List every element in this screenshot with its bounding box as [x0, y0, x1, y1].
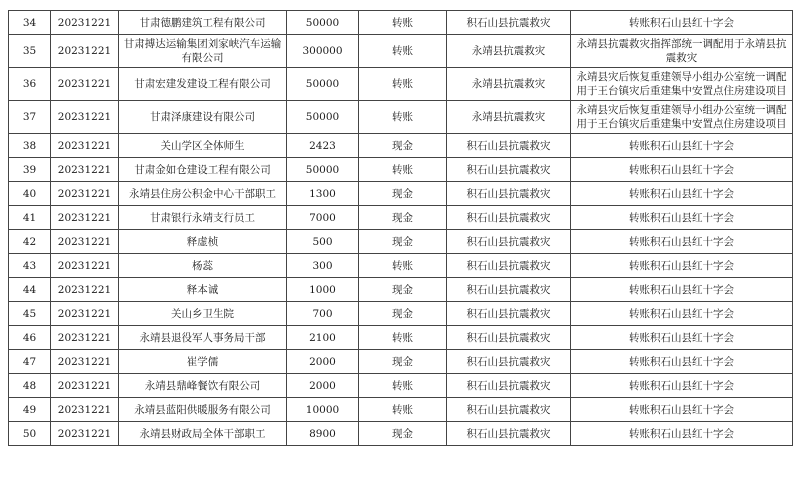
fund-usage: 转账积石山县红十字会 — [571, 134, 793, 158]
donation-amount: 2100 — [287, 326, 359, 350]
table-row — [9, 422, 793, 446]
row-number: 46 — [9, 326, 51, 350]
donation-amount: 2000 — [287, 350, 359, 374]
fund-usage: 永靖县抗震救灾指挥部统一调配用于永靖县抗震救灾 — [571, 35, 793, 68]
row-date: 20231221 — [51, 35, 119, 68]
payment-method: 现金 — [359, 422, 447, 446]
fund-usage: 永靖县灾后恢复重建领导小组办公室统一调配用于王台镇灾后重建集中安置点住房建设项目 — [571, 101, 793, 134]
donor-name: 关山学区全体师生 — [119, 134, 287, 158]
fund-usage: 转账积石山县红十字会 — [571, 302, 793, 326]
table-row — [9, 254, 793, 278]
donor-name: 释虚桢 — [119, 230, 287, 254]
payment-method: 转账 — [359, 68, 447, 101]
payment-method: 转账 — [359, 11, 447, 35]
table-row — [9, 302, 793, 326]
relief-project: 积石山县抗震救灾 — [447, 206, 571, 230]
row-number: 35 — [9, 35, 51, 68]
donation-amount: 10000 — [287, 398, 359, 422]
donation-amount: 50000 — [287, 11, 359, 35]
payment-method: 现金 — [359, 182, 447, 206]
fund-usage: 转账积石山县红十字会 — [571, 11, 793, 35]
table-row — [9, 182, 793, 206]
table-row — [9, 11, 793, 35]
row-number: 36 — [9, 68, 51, 101]
row-number: 40 — [9, 182, 51, 206]
donor-name: 永靖县鼎峰餐饮有限公司 — [119, 374, 287, 398]
row-date: 20231221 — [51, 278, 119, 302]
fund-usage: 转账积石山县红十字会 — [571, 158, 793, 182]
row-date: 20231221 — [51, 374, 119, 398]
donor-name: 永靖县蓝阳供暖服务有限公司 — [119, 398, 287, 422]
table-row — [9, 35, 793, 68]
row-number: 39 — [9, 158, 51, 182]
fund-usage: 转账积石山县红十字会 — [571, 398, 793, 422]
donor-name: 杨蕊 — [119, 254, 287, 278]
payment-method: 转账 — [359, 398, 447, 422]
row-date: 20231221 — [51, 350, 119, 374]
relief-project: 永靖县抗震救灾 — [447, 35, 571, 68]
donation-amount: 8900 — [287, 422, 359, 446]
row-date: 20231221 — [51, 206, 119, 230]
relief-project: 积石山县抗震救灾 — [447, 182, 571, 206]
table-row — [9, 374, 793, 398]
relief-project: 积石山县抗震救灾 — [447, 398, 571, 422]
row-date: 20231221 — [51, 68, 119, 101]
donor-name: 甘肃德鹏建筑工程有限公司 — [119, 11, 287, 35]
payment-method: 现金 — [359, 350, 447, 374]
donation-amount: 50000 — [287, 101, 359, 134]
fund-usage: 永靖县灾后恢复重建领导小组办公室统一调配用于王台镇灾后重建集中安置点住房建设项目 — [571, 68, 793, 101]
fund-usage: 转账积石山县红十字会 — [571, 182, 793, 206]
donor-name: 释本诚 — [119, 278, 287, 302]
row-number: 38 — [9, 134, 51, 158]
row-date: 20231221 — [51, 326, 119, 350]
donor-name: 关山乡卫生院 — [119, 302, 287, 326]
donation-amount: 300 — [287, 254, 359, 278]
table-row — [9, 398, 793, 422]
relief-project: 积石山县抗震救灾 — [447, 326, 571, 350]
row-date: 20231221 — [51, 11, 119, 35]
fund-usage: 转账积石山县红十字会 — [571, 206, 793, 230]
relief-project: 积石山县抗震救灾 — [447, 302, 571, 326]
row-number: 49 — [9, 398, 51, 422]
row-number: 47 — [9, 350, 51, 374]
table-row — [9, 134, 793, 158]
row-date: 20231221 — [51, 230, 119, 254]
row-date: 20231221 — [51, 422, 119, 446]
payment-method: 现金 — [359, 134, 447, 158]
row-date: 20231221 — [51, 134, 119, 158]
relief-project: 积石山县抗震救灾 — [447, 11, 571, 35]
donor-name: 崔学儒 — [119, 350, 287, 374]
donor-name: 甘肃搏达运输集团刘家峡汽车运输有限公司 — [119, 35, 287, 68]
donor-name: 永靖县住房公积金中心干部职工 — [119, 182, 287, 206]
row-number: 44 — [9, 278, 51, 302]
table-row — [9, 158, 793, 182]
table-row — [9, 278, 793, 302]
relief-project: 积石山县抗震救灾 — [447, 350, 571, 374]
payment-method: 转账 — [359, 374, 447, 398]
donation-amount: 7000 — [287, 206, 359, 230]
table-row — [9, 101, 793, 134]
fund-usage: 转账积石山县红十字会 — [571, 422, 793, 446]
row-date: 20231221 — [51, 101, 119, 134]
table-row — [9, 350, 793, 374]
relief-project: 积石山县抗震救灾 — [447, 422, 571, 446]
donor-name: 甘肃泽康建设有限公司 — [119, 101, 287, 134]
table-row — [9, 326, 793, 350]
relief-project: 积石山县抗震救灾 — [447, 254, 571, 278]
relief-project: 积石山县抗震救灾 — [447, 230, 571, 254]
row-date: 20231221 — [51, 254, 119, 278]
donation-ledger — [8, 10, 792, 446]
row-number: 37 — [9, 101, 51, 134]
row-number: 45 — [9, 302, 51, 326]
donation-amount: 2423 — [287, 134, 359, 158]
row-number: 42 — [9, 230, 51, 254]
donation-amount: 2000 — [287, 374, 359, 398]
donation-amount: 1300 — [287, 182, 359, 206]
payment-method: 转账 — [359, 326, 447, 350]
row-number: 50 — [9, 422, 51, 446]
row-date: 20231221 — [51, 158, 119, 182]
row-date: 20231221 — [51, 182, 119, 206]
relief-project: 积石山县抗震救灾 — [447, 374, 571, 398]
payment-method: 转账 — [359, 101, 447, 134]
table-row — [9, 68, 793, 101]
fund-usage: 转账积石山县红十字会 — [571, 230, 793, 254]
payment-method: 现金 — [359, 206, 447, 230]
donation-amount: 700 — [287, 302, 359, 326]
payment-method: 转账 — [359, 158, 447, 182]
fund-usage: 转账积石山县红十字会 — [571, 350, 793, 374]
payment-method: 现金 — [359, 230, 447, 254]
table-row — [9, 206, 793, 230]
relief-project: 永靖县抗震救灾 — [447, 101, 571, 134]
payment-method: 转账 — [359, 35, 447, 68]
fund-usage: 转账积石山县红十字会 — [571, 326, 793, 350]
donor-name: 甘肃宏建发建设工程有限公司 — [119, 68, 287, 101]
donation-amount: 1000 — [287, 278, 359, 302]
donor-name: 永靖县财政局全体干部职工 — [119, 422, 287, 446]
row-date: 20231221 — [51, 302, 119, 326]
row-number: 34 — [9, 11, 51, 35]
payment-method: 转账 — [359, 254, 447, 278]
row-date: 20231221 — [51, 398, 119, 422]
relief-project: 积石山县抗震救灾 — [447, 134, 571, 158]
fund-usage: 转账积石山县红十字会 — [571, 374, 793, 398]
donation-table — [8, 10, 793, 446]
donation-amount: 50000 — [287, 158, 359, 182]
fund-usage: 转账积石山县红十字会 — [571, 278, 793, 302]
row-number: 48 — [9, 374, 51, 398]
relief-project: 积石山县抗震救灾 — [447, 278, 571, 302]
donor-name: 甘肃银行永靖支行员工 — [119, 206, 287, 230]
payment-method: 现金 — [359, 302, 447, 326]
donation-amount: 50000 — [287, 68, 359, 101]
donor-name: 永靖县退役军人事务局干部 — [119, 326, 287, 350]
row-number: 43 — [9, 254, 51, 278]
row-number: 41 — [9, 206, 51, 230]
donor-name: 甘肃金如仓建设工程有限公司 — [119, 158, 287, 182]
fund-usage: 转账积石山县红十字会 — [571, 254, 793, 278]
donation-amount: 300000 — [287, 35, 359, 68]
table-row — [9, 230, 793, 254]
relief-project: 积石山县抗震救灾 — [447, 158, 571, 182]
payment-method: 现金 — [359, 278, 447, 302]
relief-project: 永靖县抗震救灾 — [447, 68, 571, 101]
donation-amount: 500 — [287, 230, 359, 254]
